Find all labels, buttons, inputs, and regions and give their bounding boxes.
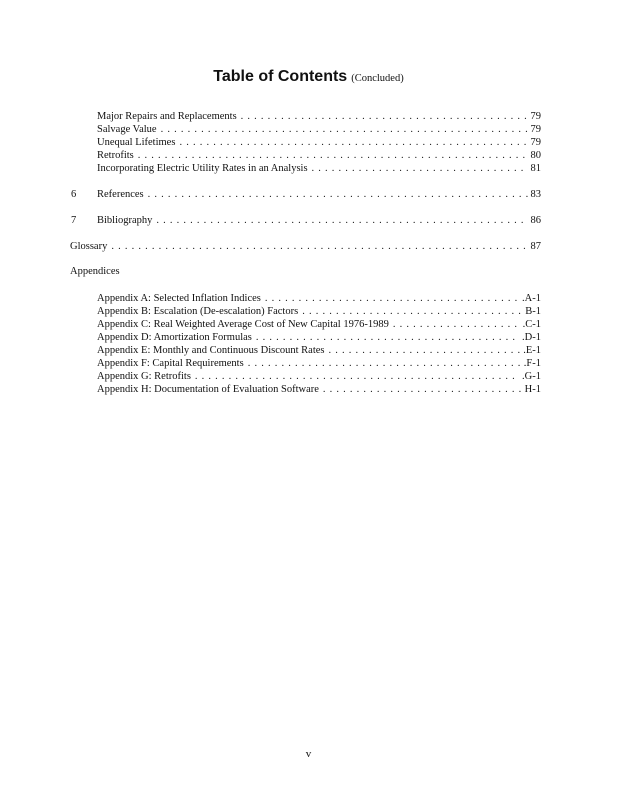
leader-dots bbox=[111, 240, 527, 253]
entry-page: 87 bbox=[530, 241, 541, 252]
entry-label: Incorporating Electric Utility Rates in an Analysis bbox=[97, 163, 308, 174]
entry-page: H-1 bbox=[524, 384, 541, 395]
toc-appendix[interactable] bbox=[97, 344, 541, 357]
toc-chapter[interactable] bbox=[71, 214, 541, 227]
entry-label: Appendix B: Escalation (De-escalation) Factors bbox=[97, 306, 299, 317]
toc-entry[interactable] bbox=[97, 149, 541, 162]
entry-page: .D-1 bbox=[522, 332, 541, 343]
entry-label: Glossary bbox=[70, 241, 108, 252]
leader-dots bbox=[148, 188, 528, 201]
leader-dots bbox=[393, 318, 520, 331]
entry-label: Appendix A: Selected Inflation Indices bbox=[97, 293, 261, 304]
toc-appendix[interactable] bbox=[97, 318, 541, 331]
title-subtitle: (Concluded) bbox=[351, 73, 404, 84]
chapter-number: 6 bbox=[71, 189, 77, 200]
entry-page: .G-1 bbox=[522, 371, 541, 382]
leader-dots bbox=[302, 305, 522, 318]
entry-label: Unequal Lifetimes bbox=[97, 137, 176, 148]
toc-appendix[interactable] bbox=[97, 357, 541, 370]
leader-dots bbox=[161, 123, 528, 136]
toc-entry[interactable] bbox=[97, 110, 541, 123]
toc-appendix[interactable] bbox=[97, 383, 541, 396]
leader-dots bbox=[312, 162, 528, 175]
toc-glossary[interactable] bbox=[70, 240, 541, 253]
leader-dots bbox=[156, 214, 527, 227]
entry-page: 79 bbox=[530, 124, 541, 135]
entry-page: .A-1 bbox=[522, 293, 541, 304]
leader-dots bbox=[241, 110, 528, 123]
leader-dots bbox=[256, 331, 519, 344]
entry-page: 79 bbox=[530, 111, 541, 122]
leader-dots bbox=[323, 383, 522, 396]
page-title bbox=[0, 68, 617, 86]
entry-label: Appendix E: Monthly and Continuous Discount Rates bbox=[97, 345, 325, 356]
entry-page: .C-1 bbox=[522, 319, 541, 330]
entry-page: .E-1 bbox=[523, 345, 541, 356]
entry-page: 80 bbox=[530, 150, 541, 161]
entry-label: Appendix F: Capital Requirements bbox=[97, 358, 244, 369]
toc-appendix[interactable] bbox=[97, 331, 541, 344]
entry-label: Retrofits bbox=[97, 150, 134, 161]
toc-entry[interactable] bbox=[97, 162, 541, 175]
page-number: v bbox=[305, 748, 312, 760]
leader-dots bbox=[195, 370, 519, 383]
entry-page: B-1 bbox=[525, 306, 541, 317]
leader-dots bbox=[248, 357, 521, 370]
leader-dots bbox=[138, 149, 528, 162]
toc-appendix[interactable] bbox=[97, 370, 541, 383]
entry-page: 79 bbox=[530, 137, 541, 148]
entry-label: Salvage Value bbox=[97, 124, 157, 135]
entry-label: Major Repairs and Replacements bbox=[97, 111, 237, 122]
toc-entry[interactable] bbox=[97, 136, 541, 149]
toc-appendix[interactable] bbox=[97, 292, 541, 305]
chapter-number: 7 bbox=[71, 215, 77, 226]
entry-label: Appendix H: Documentation of Evaluation Software bbox=[97, 384, 319, 395]
entry-page: .F-1 bbox=[523, 358, 541, 369]
leader-dots bbox=[179, 136, 527, 149]
entry-label: Bibliography bbox=[97, 215, 153, 226]
entry-page: 86 bbox=[530, 215, 541, 226]
entry-label: Appendix C: Real Weighted Average Cost of New Capital 1976-1989 bbox=[97, 319, 389, 330]
toc-appendix[interactable] bbox=[97, 305, 541, 318]
entry-label: Appendix D: Amortization Formulas bbox=[97, 332, 252, 343]
entry-page: 81 bbox=[530, 163, 541, 174]
leader-dots bbox=[265, 292, 519, 305]
toc-chapter[interactable] bbox=[71, 188, 541, 201]
appendices-heading: Appendices bbox=[70, 266, 120, 277]
entry-page: 83 bbox=[530, 189, 541, 200]
title-main: Table of Contents bbox=[213, 68, 348, 85]
leader-dots bbox=[329, 344, 521, 357]
toc-entry[interactable] bbox=[97, 123, 541, 136]
entry-label: Appendix G: Retrofits bbox=[97, 371, 191, 382]
entry-label: References bbox=[97, 189, 144, 200]
